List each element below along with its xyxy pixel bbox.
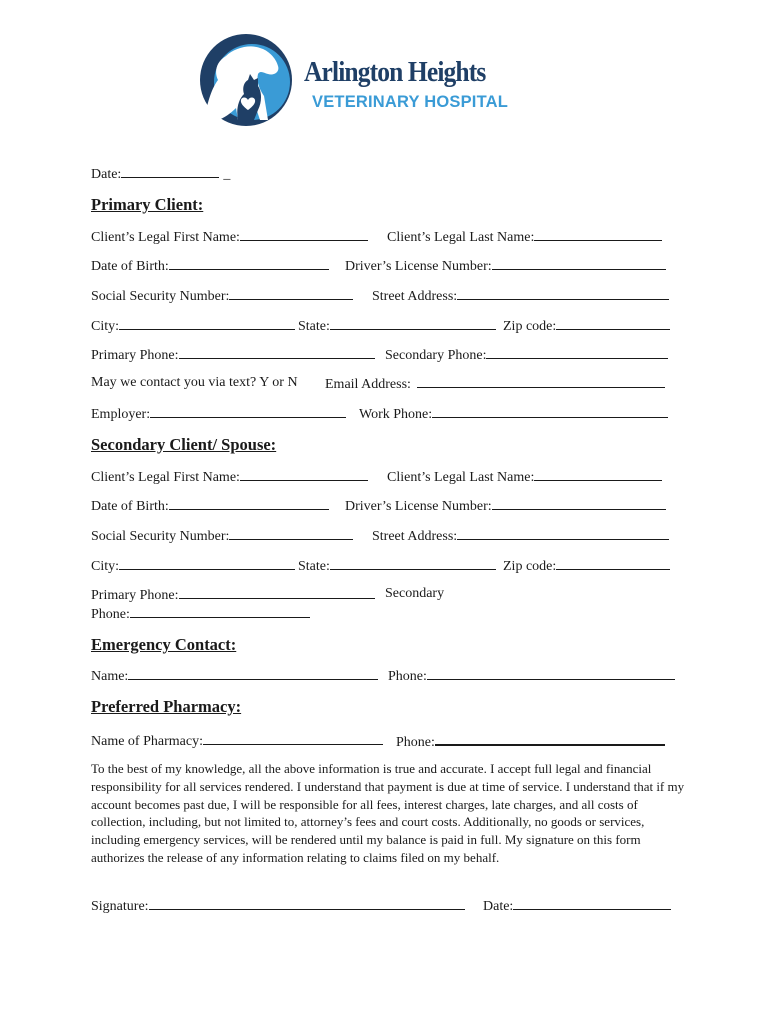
text-question: May we contact you via text? Y or N (91, 375, 298, 390)
secondary-last-name-row (387, 467, 662, 487)
logo-subtitle: VETERINARY HOSPITAL (312, 93, 509, 111)
secondary-ssn-field[interactable] (229, 526, 353, 540)
secondary-dob-field[interactable] (169, 496, 329, 510)
signature-date-row (483, 896, 671, 916)
state-label: State: (298, 319, 330, 334)
employer-field[interactable] (150, 404, 346, 418)
secondary-street-row (372, 526, 669, 546)
primary-name-row (91, 227, 368, 247)
secondary-state-row (298, 556, 496, 576)
primary-state-row (298, 316, 496, 336)
signature-row (91, 896, 465, 916)
secondary-zip-row (503, 556, 670, 576)
phone-word: Phone: (91, 607, 130, 622)
work-phone-row (359, 404, 668, 424)
ssn-label: Social Security Number: (91, 529, 230, 544)
pharmacy-name-field[interactable] (203, 731, 383, 745)
dob-label: Date of Birth: (91, 499, 169, 514)
emergency-phone-label: Phone: (388, 669, 427, 684)
work-phone-label: Work Phone: (359, 407, 433, 422)
date-suffix: _ (223, 167, 231, 182)
primary-last-name-row (387, 227, 662, 247)
primary-ssn-row (91, 286, 353, 306)
primary-city-row (91, 316, 295, 336)
pharmacy-phone-label: Phone: (396, 735, 435, 750)
last-name-label: Client’s Legal Last Name: (387, 230, 535, 245)
zip-label: Zip code: (503, 319, 557, 334)
emergency-contact-heading: Emergency Contact: (91, 635, 237, 654)
email-label: Email Address: (325, 377, 411, 392)
zip-label: Zip code: (503, 559, 557, 574)
date-label: Date: (91, 167, 122, 182)
primary-license-row (345, 256, 666, 276)
signature-label: Signature: (91, 899, 149, 914)
dog-cat-heart-logo-icon (194, 30, 298, 126)
signature-date-label: Date: (483, 899, 514, 914)
emergency-phone-row (388, 666, 675, 686)
email-row (325, 374, 665, 394)
primary-state-field[interactable] (330, 316, 496, 330)
signature-date-field[interactable] (513, 896, 671, 910)
primary-secondary-phone-row (385, 345, 668, 365)
secondary-word-row (385, 585, 444, 603)
primary-last-name-field[interactable] (534, 227, 662, 241)
pharmacy-name-row (91, 731, 383, 751)
city-label: City: (91, 559, 120, 574)
secondary-city-field[interactable] (119, 556, 295, 570)
pharmacy-name-label: Name of Pharmacy: (91, 734, 203, 749)
primary-license-field[interactable] (492, 256, 666, 270)
city-label: City: (91, 319, 120, 334)
secondary-phone-label: Secondary Phone: (385, 348, 487, 363)
secondary-state-field[interactable] (330, 556, 496, 570)
dob-label: Date of Birth: (91, 259, 169, 274)
primary-client-heading: Primary Client: (91, 195, 204, 214)
secondary-secondary-phone-field[interactable] (130, 604, 310, 618)
primary-ssn-field[interactable] (229, 286, 353, 300)
emergency-name-row (91, 666, 378, 686)
secondary-street-field[interactable] (457, 526, 669, 540)
emergency-name-label: Name: (91, 669, 129, 684)
work-phone-field[interactable] (432, 404, 668, 418)
secondary-client-heading: Secondary Client/ Spouse: (91, 435, 277, 454)
primary-zip-row (503, 316, 670, 336)
date-row (91, 164, 230, 184)
primary-secondary-phone-field[interactable] (486, 345, 668, 359)
secondary-name-row (91, 467, 368, 487)
emergency-phone-field[interactable] (427, 666, 675, 680)
primary-phone-label: Primary Phone: (91, 348, 179, 363)
secondary-primary-phone-field[interactable] (179, 585, 375, 599)
primary-street-field[interactable] (457, 286, 669, 300)
secondary-ssn-row (91, 526, 353, 546)
primary-dob-row (91, 256, 329, 276)
first-name-label: Client’s Legal First Name: (91, 230, 240, 245)
date-field[interactable] (121, 164, 219, 178)
primary-city-field[interactable] (119, 316, 295, 330)
secondary-phone2-row (91, 604, 310, 624)
primary-dob-field[interactable] (169, 256, 329, 270)
state-label: State: (298, 559, 330, 574)
employer-row (91, 404, 346, 424)
secondary-city-row (91, 556, 295, 576)
text-question-row (91, 374, 298, 392)
primary-zip-field[interactable] (556, 316, 670, 330)
emergency-name-field[interactable] (128, 666, 378, 680)
secondary-phone-row (91, 585, 375, 605)
secondary-zip-field[interactable] (556, 556, 670, 570)
primary-first-name-field[interactable] (240, 227, 368, 241)
email-field[interactable] (417, 374, 665, 388)
street-label: Street Address: (372, 289, 458, 304)
street-label: Street Address: (372, 529, 458, 544)
logo (194, 30, 514, 130)
primary-phone-row (91, 345, 375, 365)
secondary-license-row (345, 496, 666, 516)
pharmacy-phone-field[interactable] (435, 731, 665, 746)
logo-name: Arlington Heights (304, 56, 486, 88)
license-label: Driver’s License Number: (345, 259, 492, 274)
agreement-text: To the best of my knowledge, all the above information is true and accurate. I accept full legal and financial responsibility for all services rendered. I understand that payment is due at time of service. I understand that if my account becomes past due, I will be responsible for all fees, interest charges, late charges, and all costs of collection, including, but not limited to, attorney’s fees and court costs. Additionally, no goods or services, including emergency services, will be rendered until my balance is paid in full. My signature on this form authorizes the release of any information relating to claims filed on my behalf. (91, 761, 685, 865)
pharmacy-phone-row (396, 731, 665, 752)
secondary-last-name-field[interactable] (534, 467, 662, 481)
secondary-first-name-field[interactable] (240, 467, 368, 481)
signature-field[interactable] (149, 896, 465, 910)
employer-label: Employer: (91, 407, 151, 422)
secondary-dob-row (91, 496, 329, 516)
primary-street-row (372, 286, 669, 306)
preferred-pharmacy-heading: Preferred Pharmacy: (91, 697, 242, 716)
license-label: Driver’s License Number: (345, 499, 492, 514)
primary-phone-field[interactable] (179, 345, 375, 359)
ssn-label: Social Security Number: (91, 289, 230, 304)
last-name-label: Client’s Legal Last Name: (387, 470, 535, 485)
secondary-license-field[interactable] (492, 496, 666, 510)
primary-phone-label: Primary Phone: (91, 588, 179, 603)
secondary-word: Secondary (385, 586, 445, 601)
first-name-label: Client’s Legal First Name: (91, 470, 240, 485)
